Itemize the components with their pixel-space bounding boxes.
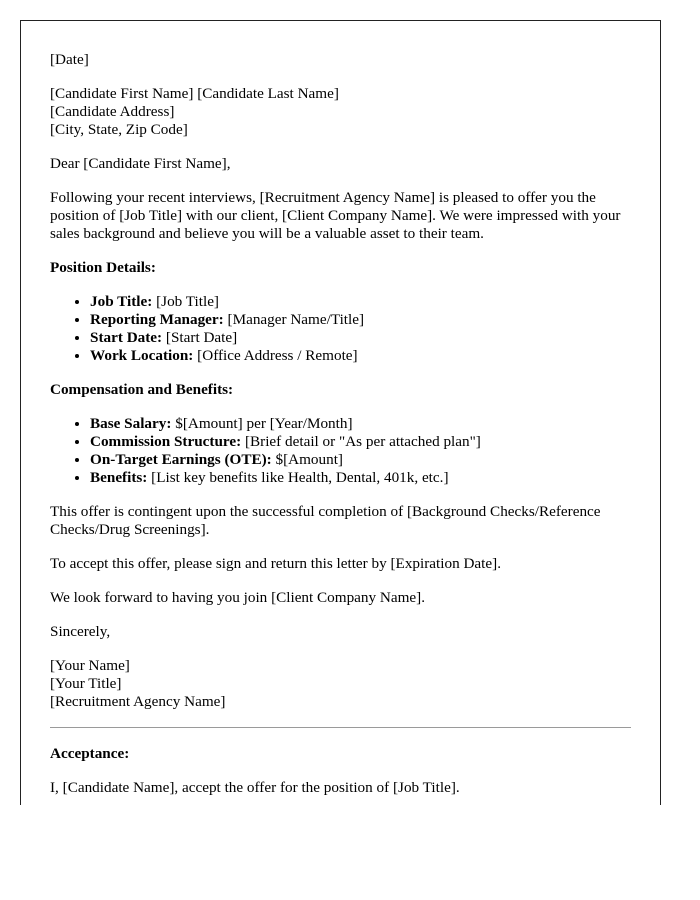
list-item <box>90 311 631 329</box>
list-item <box>90 329 631 347</box>
signer-agency: [Recruitment Agency Name] <box>50 693 226 710</box>
item-label: Benefits: <box>90 469 148 486</box>
accept-instruction: To accept this offer, please sign and return this letter by [Expiration Date]. <box>50 555 501 572</box>
item-label: On-Target Earnings (OTE): <box>90 451 272 468</box>
item-value: [List key benefits like Health, Dental, 401k, etc.] <box>147 469 449 486</box>
list-item <box>90 433 631 451</box>
intro-paragraph: Following your recent interviews, [Recruitment Agency Name] is pleased to offer you the position of [Job Title] with our client, [Client Company Name]. We were impressed with your sales background and believe you will be a valuable asset to their team. <box>50 189 621 242</box>
compensation-list <box>50 415 631 487</box>
look-forward-paragraph: We look forward to having you join [Client Company Name]. <box>50 589 426 606</box>
position-details-list <box>50 293 631 365</box>
item-label: Job Title: <box>90 293 153 310</box>
list-item <box>90 415 631 433</box>
contingency-paragraph: This offer is contingent upon the successful completion of [Background Checks/Reference Checks/Drug Screenings]. <box>50 503 601 538</box>
recipient-name: [Candidate First Name] [Candidate Last Name] <box>50 85 339 102</box>
item-label: Reporting Manager: <box>90 311 224 328</box>
letter-date: [Date] <box>50 51 89 68</box>
closing: Sincerely, <box>50 623 111 640</box>
recipient-address: [Candidate Address] <box>50 103 175 120</box>
section-divider <box>50 727 631 728</box>
item-label: Commission Structure: <box>90 433 242 450</box>
item-value: [Office Address / Remote] <box>193 347 358 364</box>
item-value: $[Amount] per [Year/Month] <box>171 415 353 432</box>
item-label: Work Location: <box>90 347 194 364</box>
signature-block <box>50 657 631 711</box>
list-item <box>90 347 631 365</box>
item-value: [Brief detail or "As per attached plan"] <box>241 433 481 450</box>
item-value: $[Amount] <box>271 451 343 468</box>
item-value: [Start Date] <box>162 329 238 346</box>
position-details-heading: Position Details: <box>50 259 156 276</box>
item-value: [Manager Name/Title] <box>223 311 365 328</box>
recipient-city-state-zip: [City, State, Zip Code] <box>50 121 188 138</box>
recipient-block <box>50 85 631 139</box>
list-item <box>90 469 631 487</box>
list-item <box>90 293 631 311</box>
acceptance-heading: Acceptance: <box>50 745 130 762</box>
offer-letter-page <box>20 20 661 805</box>
acceptance-statement: I, [Candidate Name], accept the offer for the position of [Job Title]. <box>50 779 460 796</box>
compensation-heading: Compensation and Benefits: <box>50 381 234 398</box>
signer-name: [Your Name] <box>50 657 130 674</box>
item-value: [Job Title] <box>152 293 219 310</box>
list-item <box>90 451 631 469</box>
item-label: Start Date: <box>90 329 163 346</box>
salutation: Dear [Candidate First Name], <box>50 155 231 172</box>
signer-title: [Your Title] <box>50 675 122 692</box>
item-label: Base Salary: <box>90 415 172 432</box>
